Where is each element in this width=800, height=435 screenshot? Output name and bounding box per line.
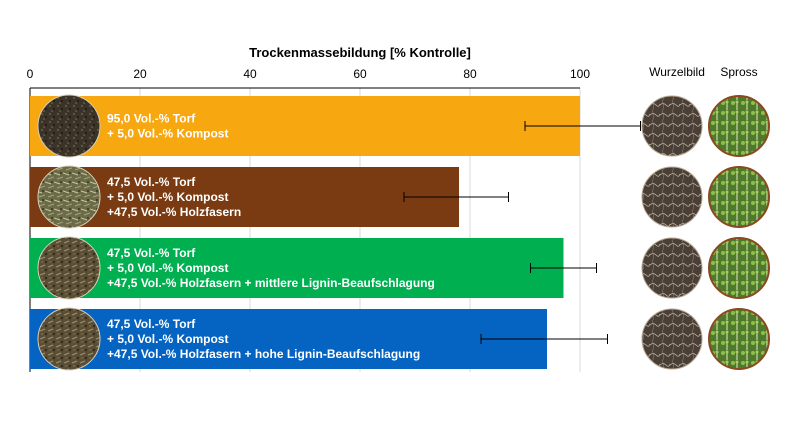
- bar-label: + 5,0 Vol.-% Kompost: [107, 126, 229, 141]
- soil-sample-image: [38, 95, 100, 157]
- bar-label: 47,5 Vol.-% Torf: [107, 246, 196, 260]
- x-tick-label: 20: [133, 67, 147, 81]
- root-image: [642, 309, 702, 369]
- x-tick-label: 80: [463, 67, 477, 81]
- col-header-spross: Spross: [720, 65, 758, 79]
- sprout-image: [709, 309, 769, 369]
- soil-sample-image: [38, 308, 100, 370]
- soil-sample-image: [38, 237, 100, 299]
- bar-label: +47,5 Vol.-% Holzfasern + hohe Lignin-Beaufschlagung: [107, 347, 421, 361]
- bar-label: +47,5 Vol.-% Holzfasern: [107, 205, 242, 219]
- x-tick-label: 40: [243, 67, 257, 81]
- x-tick-label: 60: [353, 67, 367, 81]
- chart-title: Trockenmassebildung [% Kontrolle]: [249, 45, 471, 60]
- bar-label: 47,5 Vol.-% Torf: [107, 175, 196, 189]
- bar-label: 95,0 Vol.-% Torf: [107, 111, 196, 126]
- bar-label: + 5,0 Vol.-% Kompost: [107, 332, 229, 346]
- root-image: [642, 167, 702, 227]
- soil-sample-image: [38, 166, 100, 228]
- x-tick-label: 0: [26, 67, 34, 81]
- bar-label: +47,5 Vol.-% Holzfasern + mittlere Lignin-Beaufschlagung: [107, 276, 435, 290]
- bar-label: 47,5 Vol.-% Torf: [107, 317, 196, 331]
- col-header-wurzelbild: Wurzelbild: [649, 65, 705, 79]
- bars-group: [30, 95, 769, 370]
- sprout-image: [709, 167, 769, 227]
- root-image: [642, 96, 702, 156]
- x-tick-label: 100: [569, 67, 591, 81]
- bar-label: + 5,0 Vol.-% Kompost: [107, 190, 229, 204]
- x-axis-ticks: [27, 67, 591, 81]
- sprout-image: [709, 96, 769, 156]
- bar-label: + 5,0 Vol.-% Kompost: [107, 261, 229, 275]
- root-image: [642, 238, 702, 298]
- sprout-image: [709, 238, 769, 298]
